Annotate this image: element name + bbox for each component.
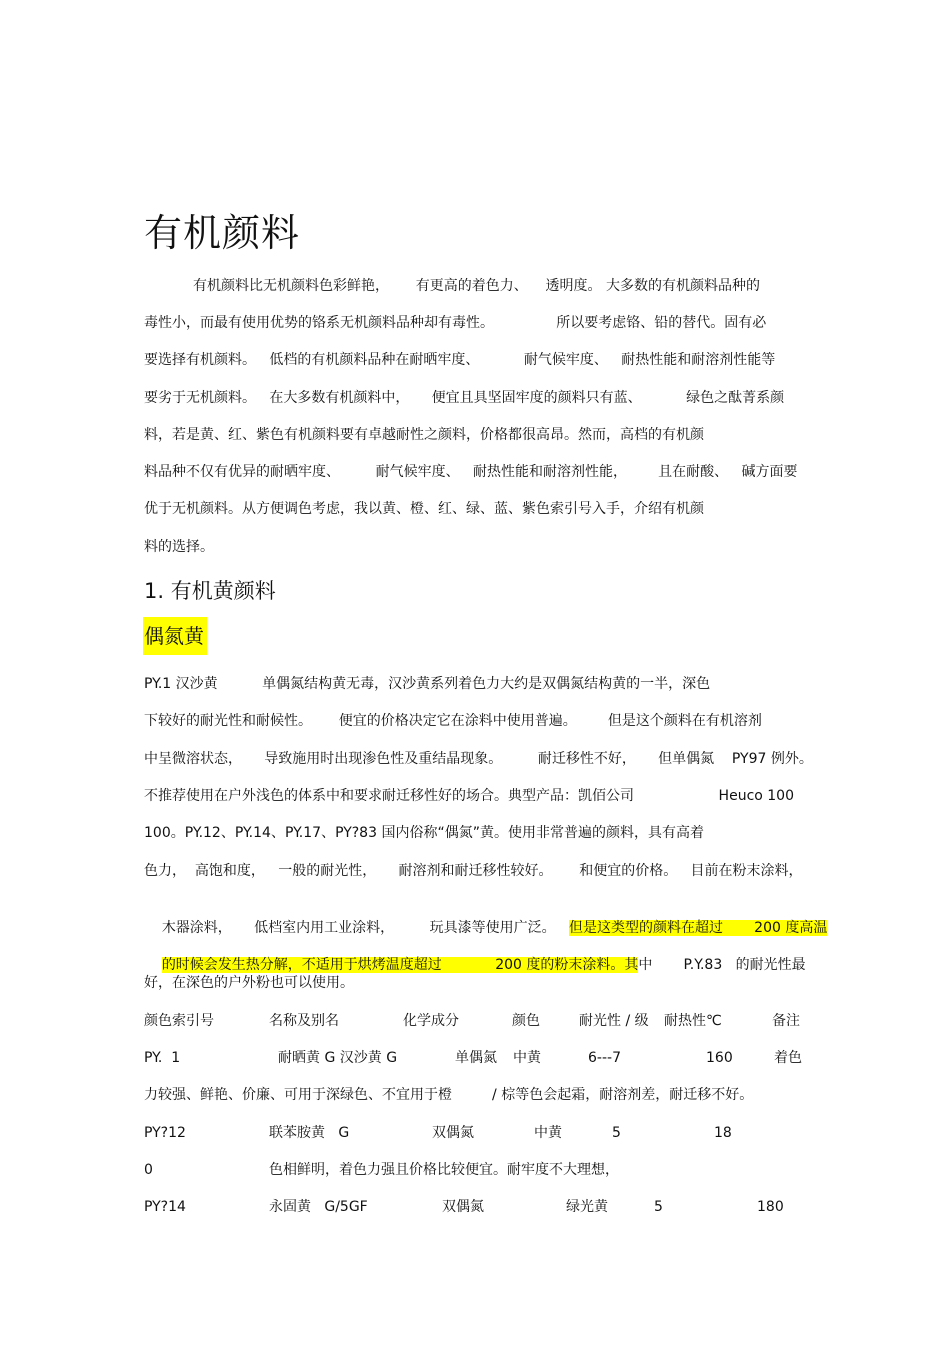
- plain-text: 中 P.Y.83 的耐光性最: [638, 957, 806, 973]
- table-cell: 耐晒黄 G 汉沙黄 G: [278, 1050, 398, 1066]
- page-title: 有机颜料: [144, 211, 301, 255]
- table-header-cell: 颜色索引号: [144, 1013, 214, 1029]
- intro-line: 要选择有机颜料。 低档的有机颜料品种在耐晒牢度、 耐气候牢度、 耐热性能和耐溶剂性能等: [144, 352, 776, 368]
- table-header-cell: 名称及别名: [269, 1013, 339, 1029]
- plain-text: 木器涂料， 低档室内用工业涂料， 玩具漆等使用广泛。: [161, 920, 570, 936]
- subsection-heading: 偶氮黄: [143, 617, 207, 655]
- section-heading: 1. 有机黄颜料: [144, 579, 276, 603]
- table-cell: 5: [654, 1199, 663, 1215]
- intro-line: 料的选择。: [144, 539, 214, 555]
- intro-line: 料，若是黄、红、紫色有机颜料要有卓越耐性之颜料，价格都很高昂。然而，高档的有机颜: [144, 427, 704, 443]
- table-header-cell: 化学成分: [403, 1013, 459, 1029]
- table-cell: 联苯胺黄 G: [269, 1125, 350, 1141]
- intro-line: 毒性小，而最有使用优势的铬系无机颜料品种却有毒性。 所以要考虑铬、铅的替代。固有必: [144, 315, 767, 331]
- table-cell: PY?12: [144, 1125, 186, 1141]
- table-note: 力较强、鲜艳、价廉、可用于深绿色、不宜用于橙 / 棕等色会起霜，耐溶剂差，耐迁移不好。: [144, 1087, 754, 1103]
- intro-line: 料品种不仅有优异的耐晒牢度、 耐气候牢度、 耐热性能和耐溶剂性能， 且在耐酸、 碱方面要: [144, 464, 798, 480]
- table-cell: 6---7: [588, 1050, 621, 1066]
- table-header-cell: 颜色: [512, 1013, 540, 1029]
- table-cell: PY. 1: [144, 1050, 181, 1066]
- body-line: 100。PY.12、PY.14、PY.17、PY?83 国内俗称“偶氮”黄。使用非常普遍的颜料，具有高着: [144, 825, 704, 841]
- highlighted-text: 但是这类型的颜料在超过 200 度高温: [569, 920, 828, 936]
- table-header-cell: 耐热性℃: [664, 1013, 722, 1029]
- table-cell: 双偶氮: [442, 1199, 484, 1215]
- table-header-cell: 耐光性 / 级: [579, 1013, 649, 1029]
- intro-line: 要劣于无机颜料。 在大多数有机颜料中， 便宜且具坚固牢度的颜料只有蓝、 绿色之酞菁系颜: [144, 390, 785, 406]
- table-cell: 绿光黄: [566, 1199, 608, 1215]
- body-line: 下较好的耐光性和耐候性。 便宜的价格决定它在涂料中使用普遍。 但是这个颜料在有机溶剂: [144, 713, 762, 729]
- table-header-cell: 备注: [772, 1013, 800, 1029]
- table-cell: 中黄: [513, 1050, 541, 1066]
- table-cell: 色相鲜明，着色力强且价格比较便宜。耐牢度不大理想，: [269, 1162, 619, 1178]
- table-cell: 单偶氮: [455, 1050, 497, 1066]
- table-cell: 双偶氮: [432, 1125, 474, 1141]
- table-cell: PY?14: [144, 1199, 186, 1215]
- intro-line: 有机颜料比无机颜料色彩鲜艳， 有更高的着色力、 透明度。 大多数的有机颜料品种的: [193, 278, 760, 294]
- body-line: 好，在深色的户外粉也可以使用。: [144, 975, 354, 991]
- intro-line: 优于无机颜料。从方便调色考虑，我以黄、橙、红、绿、蓝、紫色索引号入手，介绍有机颜: [144, 501, 704, 517]
- table-cell: 18: [714, 1125, 732, 1141]
- table-cell: 180: [757, 1199, 784, 1215]
- body-line: 中呈微溶状态， 导致施用时出现渗色性及重结晶现象。 耐迁移性不好， 但单偶氮 PY97 例外。: [144, 751, 813, 767]
- table-cell: 160: [706, 1050, 733, 1066]
- table-cell: 中黄: [534, 1125, 562, 1141]
- body-line: 色力， 高饱和度， 一般的耐光性， 耐溶剂和耐迁移性较好。 和便宜的价格。 目前在粉末涂料，: [144, 863, 803, 879]
- table-cell: 5: [612, 1125, 621, 1141]
- table-cell: 0: [144, 1162, 153, 1178]
- table-cell: 着色: [774, 1050, 802, 1066]
- body-line: PY.1 汉沙黄 单偶氮结构黄无毒，汉沙黄系列着色力大约是双偶氮结构黄的一半，深色: [144, 676, 711, 692]
- table-cell: 永固黄 G/5GF: [269, 1199, 368, 1215]
- body-line: 不推荐使用在户外浅色的体系中和要求耐迁移性好的场合。典型产品：凯佰公司 Heuco 100: [144, 788, 794, 804]
- highlighted-text: 的时候会发生热分解，不适用于烘烤温度超过 200 度的粉末涂料。其: [161, 957, 639, 973]
